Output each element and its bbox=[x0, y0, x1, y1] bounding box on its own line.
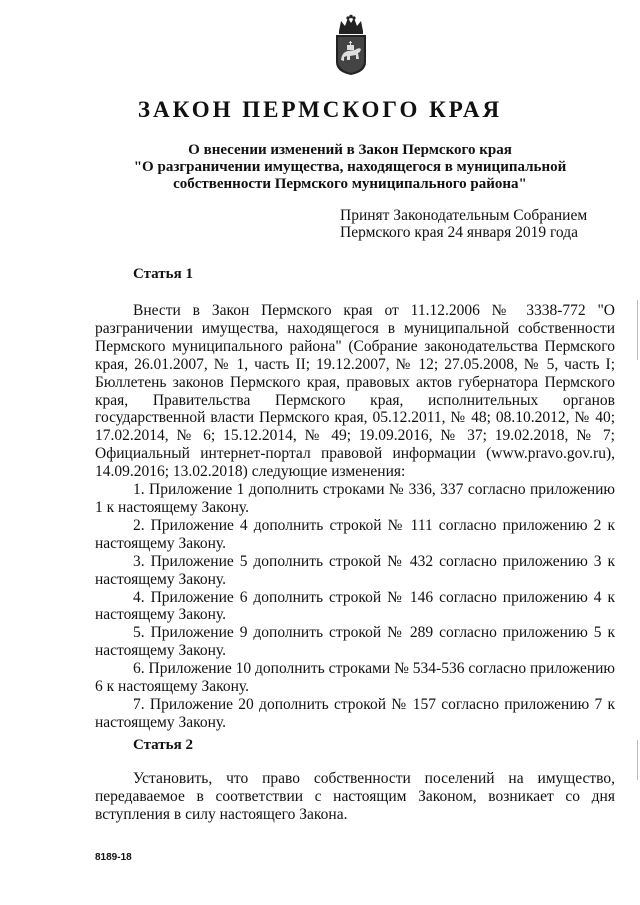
scan-edge-line bbox=[637, 300, 638, 360]
amendment-item: 2. Приложение 4 дополнить строкой № 111 согласно приложению 2 к настоящему Закону. bbox=[95, 516, 615, 552]
amendment-item: 5. Приложение 9 дополнить строкой № 289 согласно приложению 5 к настоящему Закону. bbox=[95, 624, 615, 660]
article-2-text: Установить, что право собственности поселений на имущество, передаваемое в соответствии с настоящим Законом, возникает со дня вступления в силу настоящего Закона. bbox=[95, 770, 615, 823]
article-2-body bbox=[95, 770, 615, 824]
adoption-line: Пермского края 24 января 2019 года bbox=[340, 224, 578, 241]
amendment-item: 1. Приложение 1 дополнить строками № 336, 337 согласно приложению 1 к настоящему Закону. bbox=[95, 481, 615, 516]
article-1-intro: Внести в Закон Пермского края от 11.12.2006 № 3338-772 "О разграничении имущества, находящегося в муниципальной собственности Пермского муниципального района" (Собрание законодательства Пермского края, 26.01.2007, № 1, часть II; 19.12.2007, № 12; 27.05.2008, № 5, часть I; Бюллетень законов Пермского края, правовых актов губернатора Пермского края, Правительства Пермского края, исполнительных органов государственной власти Пермского края, 05.12.2011, № 48; 08.10.2012, № 40; 17.02.2014, № 6; 15.12.2014, № 49; 19.09.2016, № 37; 19.02.2018, № 7; Официальный интернет-портал правовой информации (www.pravo.gov.ru), 14.09.2016; 13.02.2018) следующие изменения: bbox=[95, 302, 615, 481]
document-code: 8189-18 bbox=[95, 852, 132, 863]
article-1-body bbox=[95, 302, 615, 732]
subtitle-line: О внесении изменений в Закон Пермского края bbox=[188, 142, 512, 158]
article-2-heading: Статья 2 bbox=[133, 737, 193, 753]
law-subtitle bbox=[60, 142, 640, 193]
scan-edge-line bbox=[637, 740, 638, 780]
amendment-item: 6. Приложение 10 дополнить строками № 534-536 согласно приложению 6 к настоящему Закону. bbox=[95, 660, 615, 696]
adoption-line: Принят Законодательным Собранием bbox=[340, 207, 588, 224]
subtitle-line: "О разграничении имущества, находящегося в муниципальной bbox=[133, 159, 567, 175]
amendment-item: 3. Приложение 5 дополнить строкой № 432 согласно приложению 3 к настоящему Закону. bbox=[95, 552, 615, 588]
coat-of-arms-icon bbox=[330, 14, 372, 76]
amendment-item: 4. Приложение 6 дополнить строкой № 146 согласно приложению 4 к настоящему Закону. bbox=[95, 588, 615, 624]
article-1-heading: Статья 1 bbox=[133, 266, 193, 282]
law-title: ЗАКОН ПЕРМСКОГО КРАЯ bbox=[137, 97, 503, 122]
subtitle-line: собственности Пермского муниципального района" bbox=[173, 176, 527, 192]
adoption-note bbox=[340, 207, 630, 241]
amendment-item: 7. Приложение 20 дополнить строкой № 157 согласно приложению 7 к настоящему Закону. bbox=[95, 695, 615, 731]
